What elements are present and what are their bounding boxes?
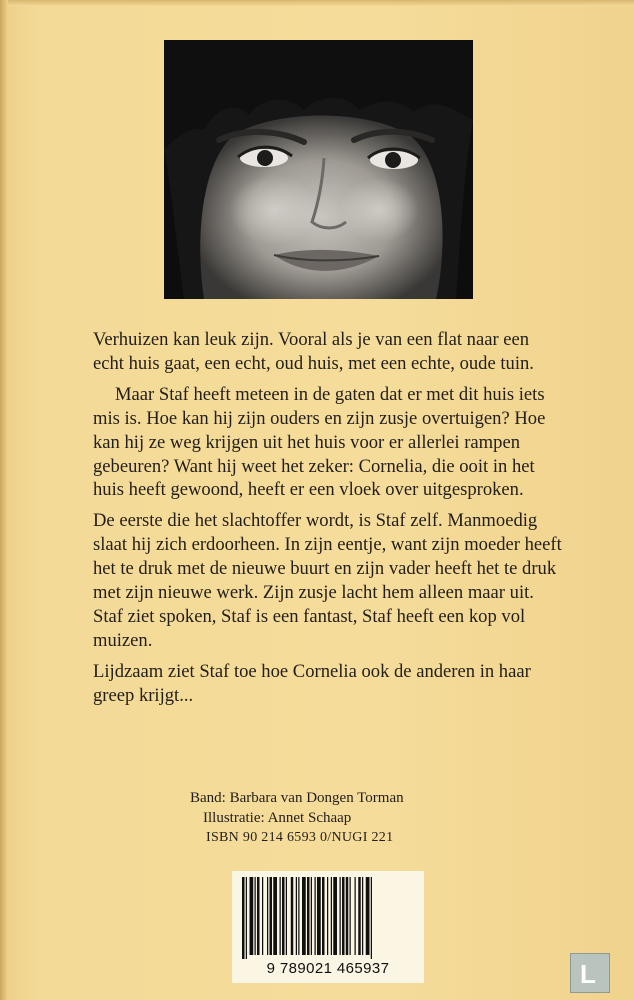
author-portrait-photo bbox=[164, 40, 473, 299]
credits bbox=[190, 788, 450, 848]
blurb-paragraph-4: Lijdzaam ziet Staf toe hoe Cornelia ook de anderen in haar greep krijgt... bbox=[93, 660, 531, 706]
credit-cover: Band: Barbara van Dongen Torman bbox=[190, 790, 404, 806]
blurb-paragraph-1: Verhuizen kan leuk zijn. Vooral als je van een flat naar een echt huis gaat, een echt, oud huis, met een echte, oude tuin. bbox=[93, 329, 534, 374]
blurb-paragraph-3: De eerste die het slachtoffer wordt, is Staf zelf. Manmoedig slaat hij zich erdoorheen. In zijn eentje, want zijn moeder heeft het te druk met de nieuwe buurt en zijn vader heeft het te druk met zijn nieuwe werk. Zijn zusje lacht hem alleen maar uit. Staf ziet spoken, Staf is een fantast, Staf heeft een kop vol muizen. bbox=[93, 510, 562, 651]
cover-top-edge bbox=[0, 0, 634, 6]
blurb-paragraph-2: Maar Staf heeft meteen in de gaten dat er met dit huis iets mis is. Hoe kan hij zijn ouders en zijn zusje overtuigen? Hoe kan hij ze weg krijgen uit het huis voor er allerlei rampen gebeuren? Want hij weet het zeker: Cornelia, die ooit in het huis heeft gewoond, heeft er een vloek over uitgesproken. bbox=[93, 383, 546, 501]
cover-spine-edge bbox=[0, 0, 8, 1000]
blurb-text bbox=[93, 328, 563, 715]
library-sticker bbox=[570, 953, 610, 993]
credit-illustration: Illustratie: Annet Schaap bbox=[203, 810, 352, 826]
isbn-line: ISBN 90 214 6593 0/NUGI 221 bbox=[206, 830, 394, 845]
barcode-icon bbox=[242, 877, 414, 959]
sticker-letter: L bbox=[580, 959, 596, 989]
barcode-label bbox=[232, 871, 424, 983]
barcode-number: 9 789021 465937 bbox=[266, 960, 390, 977]
